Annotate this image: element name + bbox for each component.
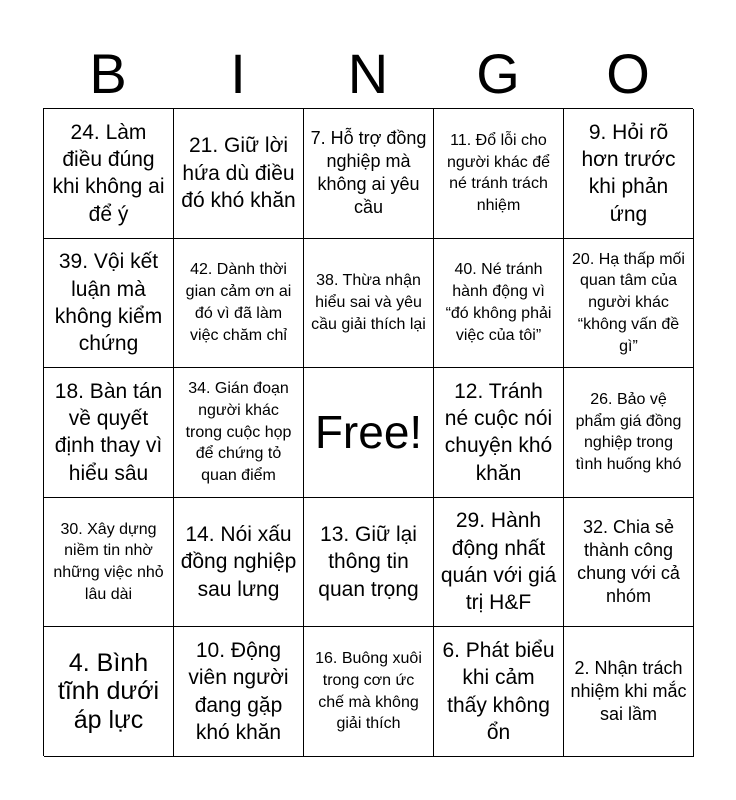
header-letter-n: N: [347, 42, 389, 105]
cell-text: 21. Giữ lời hứa dù điều đó khó khăn: [181, 134, 296, 212]
bingo-cell[interactable]: [434, 368, 564, 498]
header-letter-o: O: [606, 42, 650, 105]
bingo-cell[interactable]: [304, 498, 434, 628]
bingo-cell[interactable]: [434, 239, 564, 369]
cell-text: 40. Né tránh hành động vì “đó không phải việc của tôi”: [445, 261, 552, 344]
bingo-cell[interactable]: [174, 109, 304, 239]
free-space-text: Free!: [314, 406, 423, 459]
cell-text: 6. Phát biểu khi cảm thấy không ổn: [442, 639, 555, 744]
bingo-cell[interactable]: [434, 109, 564, 239]
bingo-cell[interactable]: [564, 627, 694, 757]
bingo-board: [43, 108, 693, 756]
bingo-cell[interactable]: [44, 627, 174, 757]
cell-text: 7. Hỗ trợ đồng nghiệp mà không ai yêu cầu: [310, 128, 427, 218]
cell-text: 32. Chia sẻ thành công chung với cả nhóm: [577, 517, 680, 607]
bingo-cell[interactable]: [174, 498, 304, 628]
cell-text: 18. Bàn tán về quyết định thay vì hiểu sâu: [54, 379, 163, 485]
bingo-cell[interactable]: [304, 239, 434, 369]
bingo-cell[interactable]: [174, 368, 304, 498]
bingo-cell[interactable]: [304, 627, 434, 757]
cell-text: 42. Dành thời gian cảm ơn ai đó vì đã làm việc chăm chỉ: [185, 261, 292, 344]
bingo-cell[interactable]: [44, 368, 174, 498]
free-space-cell[interactable]: [304, 368, 434, 498]
cell-text: 16. Buông xuôi trong cơn ức chế mà không giải thích: [315, 650, 422, 733]
cell-text: 12. Tránh né cuộc nói chuyện khó khăn: [444, 379, 553, 485]
cell-text: 11. Đổ lỗi cho người khác để né tránh trách nhiệm: [446, 131, 551, 215]
bingo-header: [43, 40, 693, 108]
header-letter-b: B: [89, 42, 127, 105]
cell-text: 10. Động viên người đang gặp khó khăn: [188, 639, 289, 744]
cell-text: 13. Giữ lại thông tin quan trọng: [318, 523, 419, 601]
bingo-cell[interactable]: [564, 239, 694, 369]
bingo-cell[interactable]: [564, 498, 694, 628]
bingo-cell[interactable]: [304, 109, 434, 239]
bingo-cell[interactable]: [44, 498, 174, 628]
header-letter-g: G: [476, 42, 520, 105]
bingo-cell[interactable]: [434, 627, 564, 757]
cell-text: 30. Xây dựng niềm tin nhờ những việc nhỏ lâu dài: [53, 520, 164, 603]
header-letter-i: I: [230, 42, 246, 105]
bingo-cell[interactable]: [564, 368, 694, 498]
bingo-cell[interactable]: [564, 109, 694, 239]
bingo-cell[interactable]: [434, 498, 564, 628]
cell-text: 14. Nói xấu đồng nghiệp sau lưng: [180, 523, 297, 601]
cell-text: 26. Bảo vệ phẩm giá đồng nghiệp trong tình huống khó: [575, 390, 682, 474]
bingo-cell[interactable]: [44, 109, 174, 239]
cell-text: 4. Bình tĩnh dưới áp lực: [57, 648, 160, 735]
cell-text: 34. Gián đoạn người khác trong cuộc họp để chứng tỏ quan điểm: [185, 380, 292, 485]
cell-text: 24. Làm điều đúng khi không ai để ý: [52, 120, 165, 226]
bingo-cell[interactable]: [174, 239, 304, 369]
cell-text: 2. Nhận trách nhiệm khi mắc sai lầm: [570, 658, 687, 725]
bingo-cell[interactable]: [44, 239, 174, 369]
cell-text: 9. Hỏi rõ hơn trước khi phản ứng: [581, 120, 676, 226]
cell-text: 39. Vội kết luận mà không kiểm chứng: [54, 250, 163, 356]
bingo-cell[interactable]: [174, 627, 304, 757]
cell-text: 38. Thừa nhận hiểu sai và yêu cầu giải thích lại: [311, 272, 426, 333]
cell-text: 29. Hành động nhất quán với giá trị H&F: [440, 509, 557, 615]
cell-text: 20. Hạ thấp mối quan tâm của người khác “không vấn đề gì”: [572, 250, 685, 355]
